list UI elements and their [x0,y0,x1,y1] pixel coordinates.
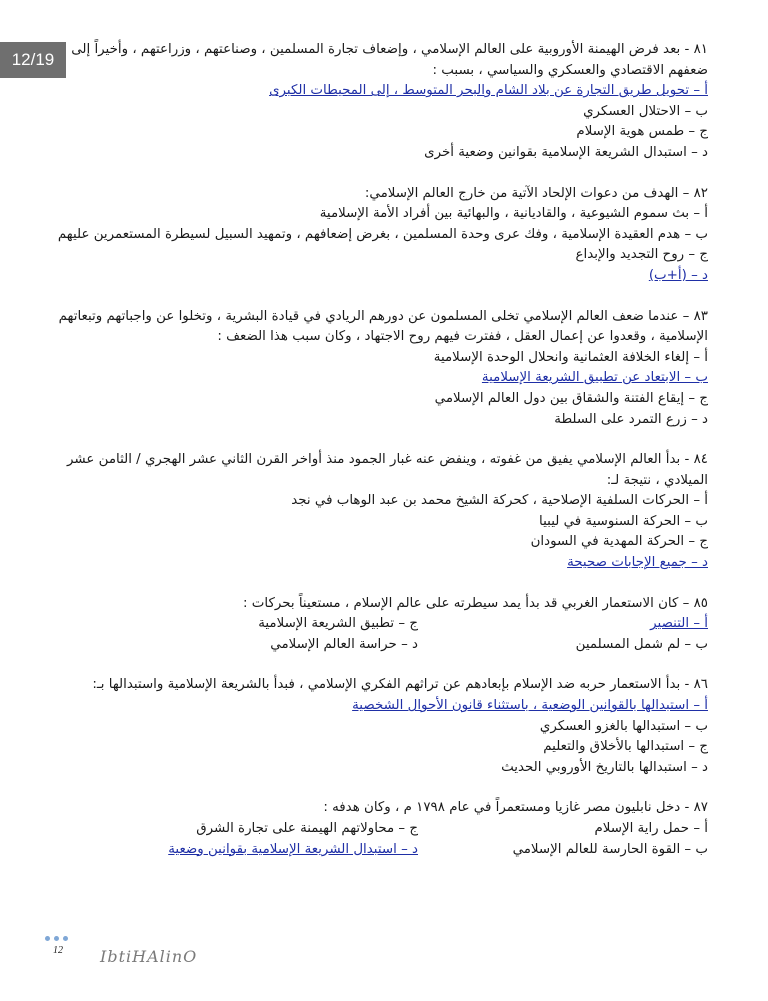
author-signature: IbtiHAlinO [100,947,198,966]
option-b: ب – القوة الحارسة للعالم الإسلامي [512,841,708,857]
option-d: د – استبدالها بالتاريخ الأوروبي الحديث [501,759,708,775]
option-a: أ – إلغاء الخلافة العثمانية وانحلال الوحدة الإسلامية [433,349,708,365]
option-a-correct: أ – التنصير [650,616,708,632]
footer-dots-icon [45,936,68,941]
option-a: أ – الحركات السلفية الإصلاحية ، كحركة الشيخ محمد بن عبد الوهاب في نجد [291,493,708,509]
options-column-right [418,614,708,655]
question-85 [30,594,708,656]
question-text: ٨٤ - بدأ العالم الإسلامي يفيق من غفوته ، وينفض عنه غبار الجمود منذ أواخر القرن الثاني عشر الهجري / الثامن عشر الميلادي ، نتيجة لـ: [67,452,708,488]
question-text: ٨٦ - بدأ الاستعمار حربه ضد الإسلام بإبعادهم عن تراثهم الفكري الإسلامي ، فبدأ بالشريعة الإسلامية واستبدالها بـ: [92,677,708,693]
option-d-correct: د – جميع الإجابات صحيحة [567,555,708,571]
options-column-left [30,819,418,860]
option-d-correct: د – (أ+ب) [648,267,708,283]
option-a-correct: أ – تحويل طريق التجارة عن بلاد الشام والبحر المتوسط ، إلى المحيطات الكبرى [269,83,708,99]
option-c: ج – تطبيق الشريعة الإسلامية [258,616,418,632]
question-text: ٨٧ - دخل نابليون مصر غازيا ومستعمراً في عام ١٧٩٨ م ، وكان هدفه : [323,800,708,816]
options-grid [30,819,708,860]
page-counter-badge: 12/19 [0,42,66,78]
question-text: ٨١ - بعد فرض الهيمنة الأوروبية على العالم الإسلامي ، وإضعاف تجارة المسلمين ، وصناعتهم ، وزراعتهم ، وأخيراً إلى ضعفهم الاقتصادي والعسكري والسياسي ، بسبب : [71,42,708,78]
question-81 [30,40,708,164]
option-c: ج – روح التجديد والإبداع [575,247,708,263]
question-83 [30,307,708,431]
option-d-correct: د – استبدال الشريعة الإسلامية بقوانين وضعية [168,841,418,857]
option-c: ج – إيقاع الفتنة والشقاق بين دول العالم الإسلامي [434,390,708,406]
option-b: ب – لم شمل المسلمين [575,636,708,652]
question-text: ٨٢ – الهدف من دعوات الإلحاد الآتية من خارج العالم الإسلامي: [364,185,708,201]
quiz-content [30,40,708,880]
options-column-right [418,819,708,860]
option-d: د – استبدال الشريعة الإسلامية بقوانين وضعية أخرى [424,144,708,160]
options-grid [30,614,708,655]
option-b-correct: ب – الابتعاد عن تطبيق الشريعة الإسلامية [481,370,708,386]
option-b: ب – الحركة السنوسية في ليبيا [539,513,708,529]
option-c: ج – طمس هوية الإسلام [576,124,708,140]
question-text: ٨٣ – عندما ضعف العالم الإسلامي تخلى المسلمون عن دورهم الريادي في قيادة البشرية ، وتخلوا عن واجباتهم وتبعاتهم الإسلامية ، وقعدوا عن إعمال العقل ، ففترت فيهم روح الاجتهاد ، وكان سبب هذا الضعف : [58,308,708,345]
option-c: ج – استبدالها بالأخلاق والتعليم [543,739,708,755]
question-84 [30,450,708,574]
option-d: د – زرع التمرد على السلطة [554,411,708,427]
option-b: ب – الاحتلال العسكري [583,103,708,119]
option-c: ج – محاولاتهم الهيمنة على تجارة الشرق [196,821,418,836]
option-a: أ – بث سموم الشيوعية ، والقاديانية ، والبهائية بين أفراد الأمة الإسلامية [319,206,708,222]
option-c: ج – الحركة المهدية في السودان [530,534,708,550]
option-d: د – حراسة العالم الإسلامي [270,636,418,652]
question-87 [30,798,708,860]
question-82 [30,184,708,287]
question-86 [30,675,708,778]
page-number: 12 [53,945,63,956]
option-b: ب – هدم العقيدة الإسلامية ، وفك عرى وحدة المسلمين ، بغرض إضعافهم ، وتمهيد السبيل لسيطرة المستعمرين عليهم [57,226,708,242]
option-a: أ – حمل راية الإسلام [594,821,708,836]
option-a-correct: أ – استبدالها بالقوانين الوضعية ، باستثناء قانون الأحوال الشخصية [352,698,708,714]
question-text: ٨٥ – كان الاستعمار الغربي قد بدأ يمد سيطرته على عالم الإسلام ، مستعيناً بحركات : [242,595,708,611]
options-column-left [30,614,418,655]
option-b: ب – استبدالها بالغزو العسكري [539,718,708,734]
